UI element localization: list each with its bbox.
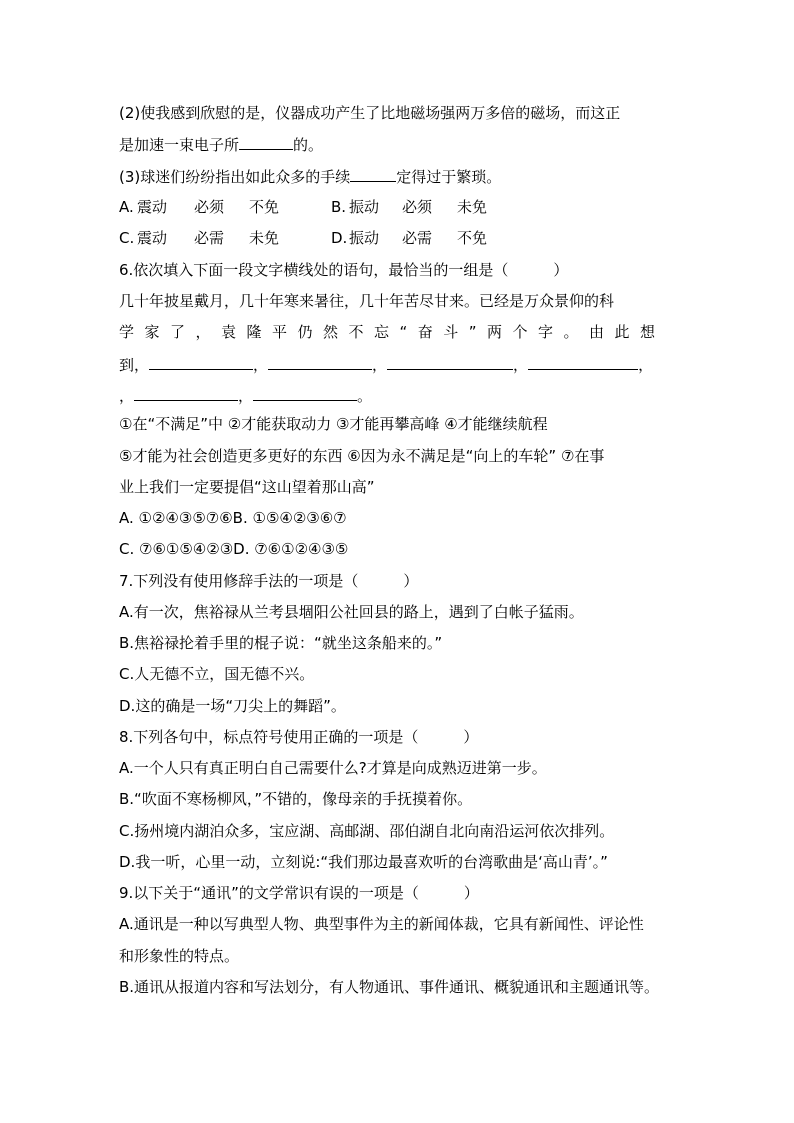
q6-blank-3 bbox=[387, 354, 513, 370]
q6-blank-1 bbox=[149, 354, 253, 370]
q5-option-a-word-1: 震动 bbox=[137, 198, 168, 216]
q5-option-a-word-3: 不免 bbox=[249, 198, 280, 216]
q6-blank-separator: ， bbox=[119, 387, 135, 405]
q6-blank-separator: ， bbox=[638, 356, 654, 374]
q7-option-a: A.有一次，焦裕禄从兰考县堌阳公社回县的路上，遇到了白帐子猛雨。 bbox=[119, 603, 584, 621]
q5-option-c-word-1: 震动 bbox=[137, 229, 168, 247]
q5-s2-text-after: 的。 bbox=[293, 136, 324, 154]
q9-option-a-line-2: 和形象性的特点。 bbox=[119, 947, 240, 965]
q6-items-line-1: ①在“不满足”中 ②才能获取动力 ③才能再攀高峰 ④才能继续航程 bbox=[119, 415, 548, 433]
q6-passage-end: 。 bbox=[357, 387, 373, 405]
q5-s3-text-before: (3)球迷们纷纷指出如此众多的手续 bbox=[119, 168, 351, 186]
q5-options-row-cd bbox=[119, 228, 487, 248]
q5-s3-text-after: 定得过于繁琐。 bbox=[396, 168, 502, 186]
q5-option-b-word-3: 未免 bbox=[457, 198, 488, 216]
q7-stem: 7.下列没有使用修辞手法的一项是（ ） bbox=[119, 572, 419, 590]
q6-items-line-3: 业上我们一定要提倡“这山望着那山高” bbox=[119, 478, 375, 496]
q5-option-b-word-2: 必须 bbox=[402, 198, 433, 216]
q6-passage-line-2: 学家了，袁隆平仍然不忘“奋斗”两个字。由此想 bbox=[119, 323, 666, 341]
q6-blank-6 bbox=[253, 385, 357, 401]
q5-option-d-word-2: 必需 bbox=[402, 229, 433, 247]
q6-blank-separator: ， bbox=[253, 356, 269, 374]
q9-stem: 9.以下关于“通讯”的文学常识有误的一项是（ ） bbox=[119, 884, 479, 902]
q6-options-cd: C. ⑦⑥①⑤④②③D. ⑦⑥①②④③⑤ bbox=[119, 540, 349, 558]
q6-blank-separator: ， bbox=[238, 387, 254, 405]
q5-option-d-word-1: 振动 bbox=[349, 229, 380, 247]
q6-items-line-2: ⑤才能为社会创造更多更好的东西 ⑥因为永不满足是“向上的车轮” ⑦在事 bbox=[119, 447, 605, 465]
q8-option-d: D.我一听，心里一动，立刻说:“我们那边最喜欢听的台湾歌曲是‘高山青’。” bbox=[119, 853, 608, 871]
q6-options-ab: A. ①②④③⑤⑦⑥B. ①⑤④②③⑥⑦ bbox=[119, 509, 347, 527]
q5-sentence-2-line-1: (2)使我感到欣慰的是，仪器成功产生了比地磁场强两万多倍的磁场，而这正 bbox=[119, 104, 621, 122]
q6-passage-line-4 bbox=[119, 385, 372, 406]
q6-passage-line-1: 几十年披星戴月，几十年寒来暑往，几十年苦尽甘来。已经是万众景仰的科 bbox=[119, 292, 615, 310]
q6-blank-separator: ， bbox=[372, 356, 388, 374]
q6-stem: 6.依次填入下面一段文字横线处的语句，最恰当的一组是（ ） bbox=[119, 261, 569, 279]
q5-option-c-word-3: 未免 bbox=[249, 229, 280, 247]
q5-sentence-2-line-2 bbox=[119, 134, 323, 155]
q5-s3-fill-blank bbox=[350, 166, 396, 182]
q7-option-b: B.焦裕禄抡着手里的棍子说：“就坐这条船来的。” bbox=[119, 634, 443, 652]
q5-option-a-label: A. bbox=[119, 198, 134, 216]
q8-option-b: B.“吹面不寒杨柳风，”不错的，像母亲的手抚摸着你。 bbox=[119, 790, 473, 808]
q5-option-d-word-3: 不免 bbox=[457, 229, 488, 247]
q8-stem: 8.下列各句中，标点符号使用正确的一项是（ ） bbox=[119, 728, 479, 746]
q6-blank-5 bbox=[134, 385, 238, 401]
q5-option-d-label: D. bbox=[331, 229, 348, 247]
q6-passage-lead: 到， bbox=[119, 356, 150, 374]
q8-option-a: A.一个人只有真正明白自己需要什么?才算是向成熟迈进第一步。 bbox=[119, 759, 547, 777]
q6-passage-line-3 bbox=[119, 354, 653, 375]
q5-option-a-word-2: 必须 bbox=[194, 198, 225, 216]
q9-option-b: B.通讯从报道内容和写法划分，有人物通讯、事件通讯、概貌通讯和主题通讯等。 bbox=[119, 978, 660, 996]
q9-option-a-line-1: A.通讯是一种以写典型人物、典型事件为主的新闻体裁，它具有新闻性、评论性 bbox=[119, 915, 644, 933]
q5-option-c-label: C. bbox=[119, 229, 135, 247]
q8-option-c: C.扬州境内湖泊众多，宝应湖、高邮湖、邵伯湖自北向南沿运河依次排列。 bbox=[119, 822, 615, 840]
q5-options-row-ab bbox=[119, 197, 487, 217]
q7-option-c: C.人无德不立，国无德不兴。 bbox=[119, 665, 315, 683]
q5-sentence-3 bbox=[119, 166, 501, 187]
q6-blank-4 bbox=[528, 354, 638, 370]
q6-blank-separator: ， bbox=[513, 356, 529, 374]
q6-blank-2 bbox=[268, 354, 372, 370]
q7-option-d: D.这的确是一场“刀尖上的舞蹈”。 bbox=[119, 697, 346, 715]
q5-s2-fill-blank bbox=[239, 134, 293, 150]
q5-option-b-word-1: 振动 bbox=[349, 198, 380, 216]
q5-option-c-word-2: 必需 bbox=[194, 229, 225, 247]
q5-option-b-label: B. bbox=[331, 198, 347, 216]
q5-s2-text-before: 是加速一束电子所 bbox=[119, 136, 240, 154]
